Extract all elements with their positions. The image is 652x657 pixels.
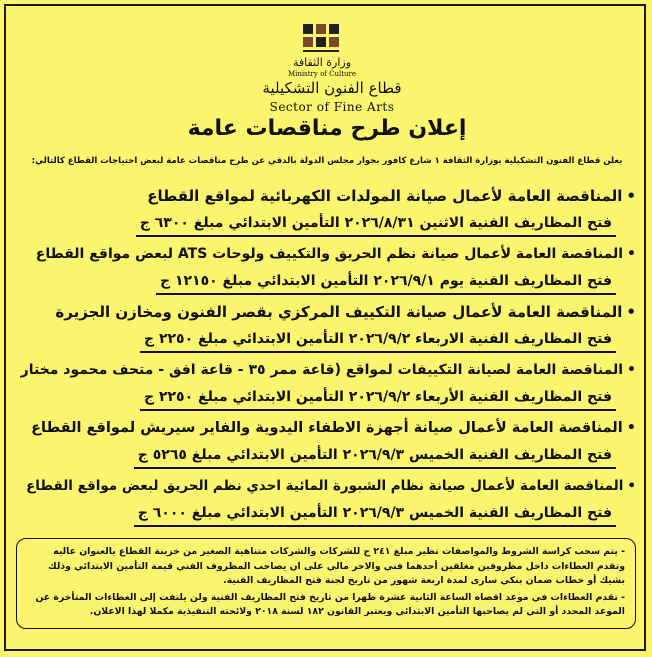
announcement-intro: يعلن قطاع الفنون التشكيلية بوزارة الثقافة ١ شارع كافور بجوار مجلس الدولة بالدقي عن طرح مناقصات عامة لبعض احتياجات القطاع كالتالي:	[31, 156, 623, 166]
tender-item	[16, 474, 636, 532]
tender-title: المناقصة العامة لأعمال صيانة نظام الشبورة المائية احدي نظم الحريق لبعض مواقع القطاع	[26, 478, 624, 494]
tender-terms: فتح المظاريف الفنية الأربعاء ٢٠٢٦/٩/٢ التأمين الابتدائي مبلغ ٢٢٥٠ ج	[140, 386, 616, 411]
terms-notes-box	[16, 538, 636, 629]
tender-title: المناقصة العامة لأعمال صيانة المولدات الكهربائية لمواقع القطاع	[147, 187, 623, 205]
ministry-logo	[252, 24, 422, 116]
tender-terms: فتح المظاريف الفنية الاربعاء ٢٠٢٦/٩/٢ التأمين الابتدائي مبلغ ٢٢٥٠ ج	[140, 328, 616, 353]
tender-terms: فتح المظاريف الفنية يوم ٢٠٢٦/٩/١ التأمين الابتدائي مبلغ ١٢١٥٠ ج	[156, 270, 616, 295]
bullet-icon: •	[626, 303, 636, 321]
sector-name-english: Sector of Fine Arts	[269, 100, 395, 114]
ministry-name-arabic: وزارة الثقافة	[292, 56, 352, 69]
bullet-icon: •	[627, 362, 636, 378]
tender-item	[16, 300, 636, 358]
note-paragraph: - يتم سحب كراسة الشروط والمواصفات نظير مبلغ ٢٤١ ج للشركات والشركات متناهية الصغير من خزينة القطاع بالعنوان عاليه وتقدم العطاءات داخل مظروفين مغلقين أحدهما فني والاخر مالي على ان يصاحب المظروف الفني قيمة التأمين الابتدائي وذلك بشيك أو خطاب ضمان بنكي سارى لمدة اربعة شهور من تاريخ لجنة فتح المظاريف الفنية.	[48, 546, 625, 586]
sector-name-arabic: قطاع الفنون التشكيلية	[262, 79, 402, 97]
tender-terms: فتح المظاريف الفنية الخميس ٢٠٢٦/٩/٣ التأمين الابتدائي مبلغ ٦٠٠٠ ج	[134, 502, 616, 527]
bullet-icon: •	[626, 187, 636, 205]
tender-title: المناقصة العامة لأعمال صيانة التكييف المركزي بقصر الفنون ومخازن الجزيرة	[55, 303, 623, 321]
tender-title: المناقصة العامة لأعمال صيانة نظم الحريق والتكييف ولوحات ATS لبعض مواقع القطاع	[35, 246, 624, 262]
tender-title: المناقصة العامة لصيانة التكييفات لمواقع (قاعة ممر ٣٥ - قاعة افق - متحف محمود مختار	[20, 362, 624, 378]
bullet-icon: •	[627, 246, 636, 262]
tender-item	[16, 358, 636, 416]
tender-terms: فتح المظاريف الفنية الخميس ٢٠٢٦/٩/٣ التأمين الابتدائي مبلغ ٥٢٦٥ ج	[134, 444, 616, 469]
bullet-icon: •	[627, 478, 636, 494]
tender-item	[16, 416, 636, 474]
tender-item	[16, 242, 636, 300]
tender-item	[16, 184, 636, 242]
bullet-icon: •	[626, 420, 636, 436]
tender-list	[16, 184, 636, 532]
tender-terms: فتح المظاريف الفنية الاثنين ٢٠٢٦/٨/٣١ التأمين الابتدائي مبلغ ٦٣٠٠ ج	[136, 212, 616, 237]
ministry-name-english: Ministry of Culture	[287, 70, 357, 78]
announcement-frame	[4, 4, 646, 651]
note-paragraph: - تقدم العطاءات في موعد اقصاه الساعة الثانية عشرة ظهرا من تاريخ فتح المظاريف الفنية ولن يلتفت إلى العطاءات المتأخرة عن الموعد المحدد أو التي لم يصاحبها التأمين الابتدائي ويعتبر القانون ١٨٢ لسنة ٢٠١٨ ولائحته التنفيذية مكملا لهذا الاعلان.	[35, 591, 625, 617]
announcement-heading: إعلان طرح مناقصات عامة	[187, 116, 467, 141]
logo-mark-icon	[303, 24, 341, 54]
tender-title: المناقصة العامة لأعمال صيانة أجهزة الاطفاء اليدوية والفاير سيريش لمواقع القطاع	[31, 420, 623, 436]
